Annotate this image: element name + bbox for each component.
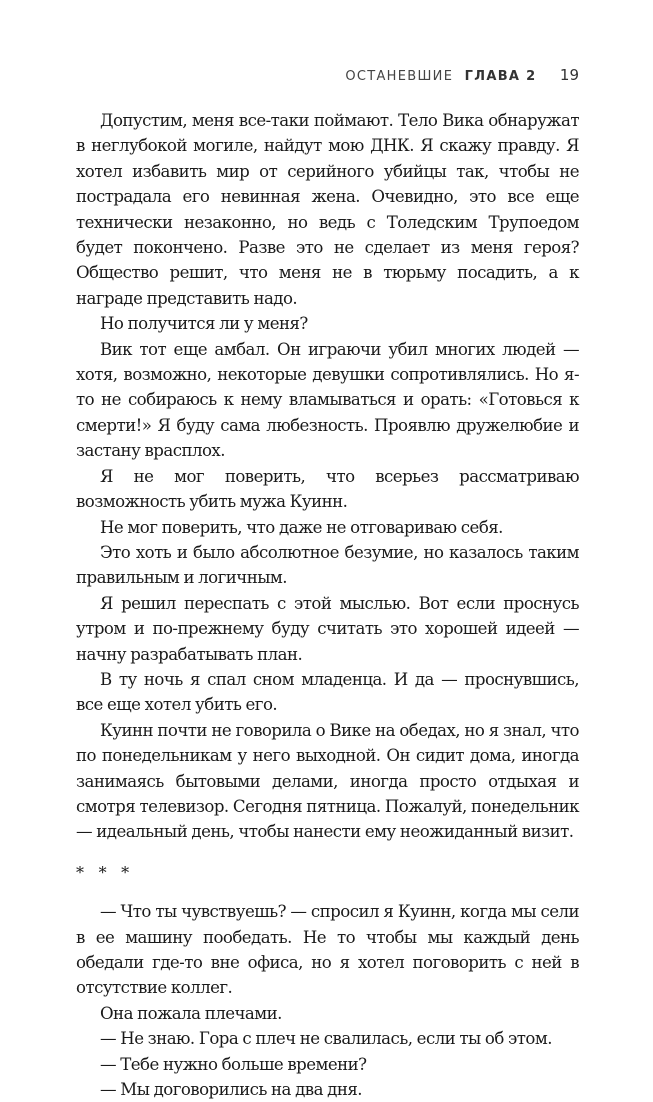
- paragraph: Я решил переспать с этой мыслью. Вот если проснусь утром и по-прежнему буду считать это хорошей идеей — начну разрабатывать план.: [76, 593, 579, 664]
- paragraph: — Тебе нужно больше времени?: [100, 1054, 367, 1074]
- section-separator: * * *: [76, 862, 135, 882]
- paragraph: — Что ты чувствуешь? — спросил я Куинн, когда мы сели в ее машину пообедать. Не то чтобы мы каждый день обедали где-то вне офиса, но я хотел поговорить с ней в отсутствие коллег.: [76, 902, 579, 998]
- paragraph: Но получится ли у меня?: [100, 314, 308, 334]
- chapter-label: ГЛАВА 2: [464, 69, 537, 84]
- paragraph: Куинн почти не говорила о Вике на обедах, но я знал, что по понедельникам у него выходной. Он сидит дома, иногда занимаясь бытовыми делами, иногда просто отдыхая и смотря телевизор. Сегодня пятница. Пожалуй, понедельник — идеальный день, чтобы нанести ему неожиданный визит.: [76, 720, 579, 842]
- paragraph: В ту ночь я спал сном младенца. И да — проснувшись, все еще хотел убить его.: [76, 669, 579, 715]
- book-title: ОСТАНЕВШИЕ: [345, 69, 454, 84]
- paragraph: — Мы договорились на два дня.: [100, 1080, 362, 1100]
- paragraph: — Не знаю. Гора с плеч не свалилась, если ты об этом.: [100, 1029, 552, 1049]
- paragraph: Допустим, меня все-таки поймают. Тело Вика обнаружат в неглубокой могиле, найдут мою ДНК. Я скажу правду. Я хотел избавить мир от серийного убийцы так, чтобы не пострадала его невинная жена. Очевидно, это все еще технически незаконно, но ведь с Толедским Трупоедом будет покончено. Разве это не сделает из меня героя? Общество решит, что меня не в тюрьму посадить, а к награде представить надо.: [76, 111, 579, 308]
- paragraph: Это хоть и было абсолютное безумие, но казалось таким правильным и логичным.: [76, 542, 579, 588]
- page-number: 19: [559, 66, 579, 84]
- paragraph: Я не мог поверить, что всерьез рассматриваю возможность убить мужа Куинн.: [76, 466, 579, 512]
- paragraph: Она пожала плечами.: [100, 1003, 282, 1023]
- running-head: [345, 66, 579, 84]
- paragraph: Вик тот еще амбал. Он играючи убил многих людей — хотя, возможно, некоторые девушки сопротивлялись. Но я-то не собираюсь к нему вламываться и орать: «Готовься к смерти!» Я буду сама любезность. Проявлю дружелюбие и застану врасплох.: [76, 339, 579, 461]
- body-text: [76, 108, 579, 1102]
- paragraph: Не мог поверить, что даже не отговариваю себя.: [100, 517, 503, 537]
